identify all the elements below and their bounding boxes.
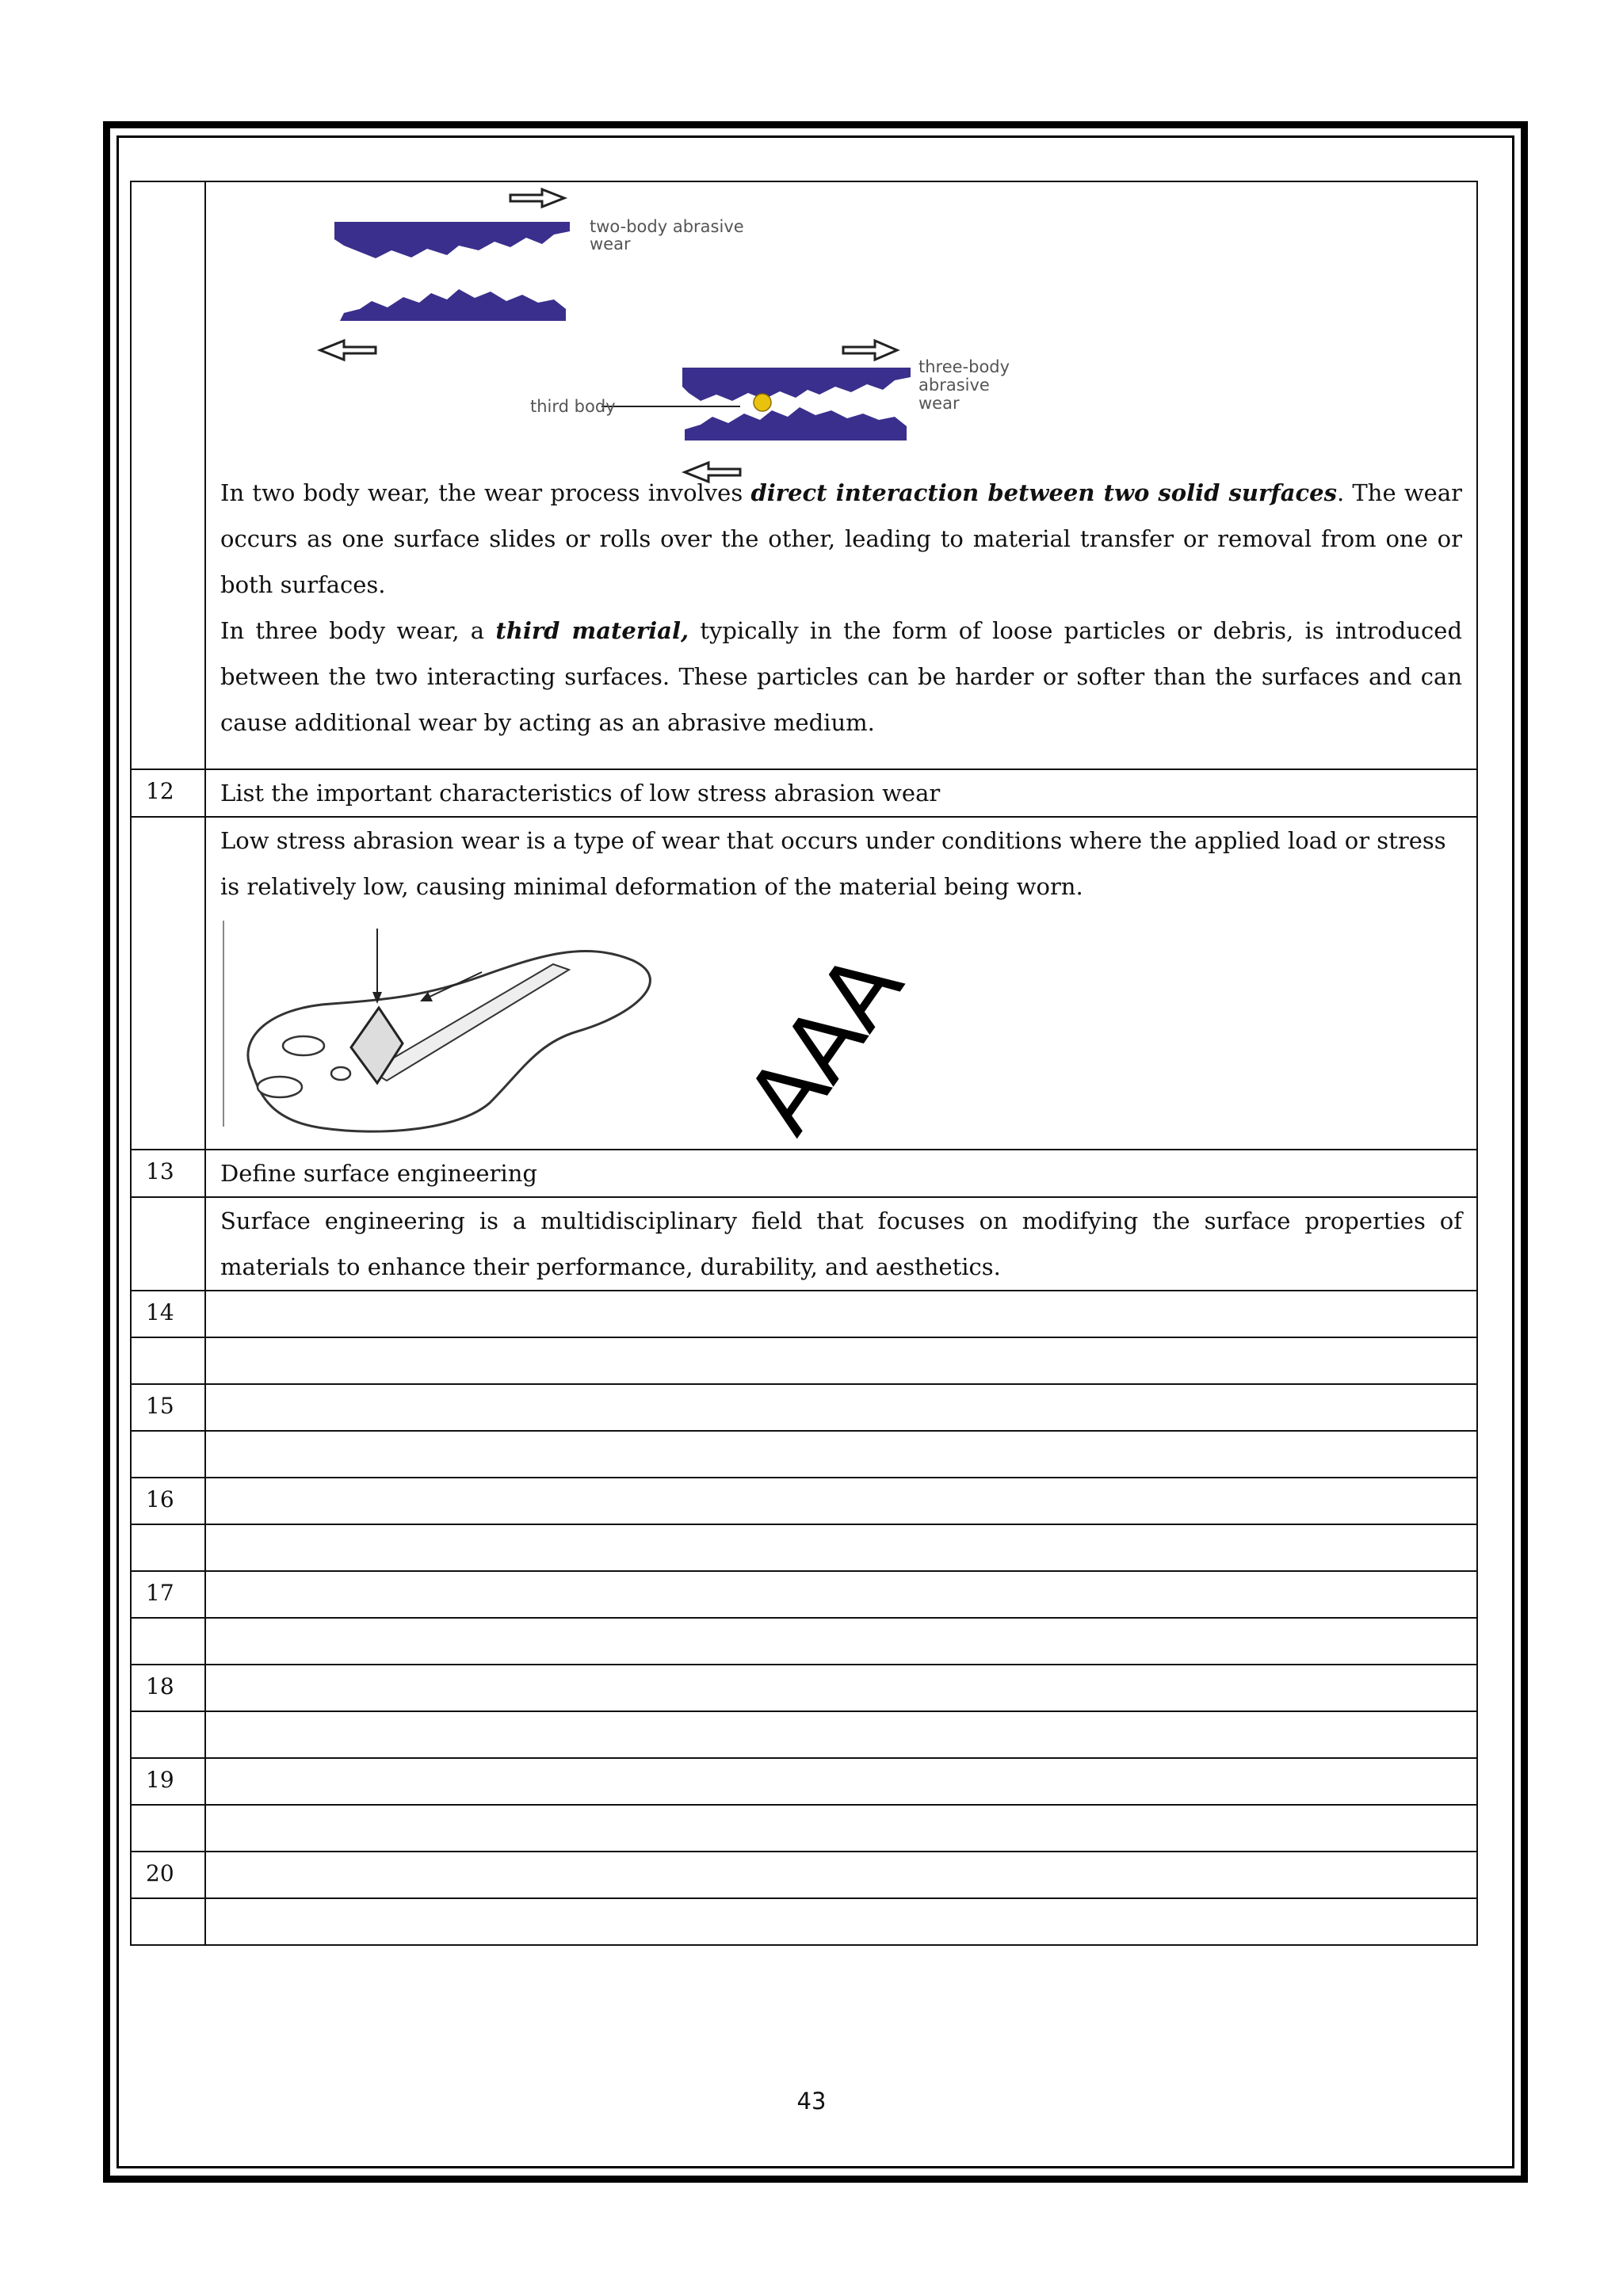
arrow-right-icon bbox=[843, 341, 897, 360]
question-number: 13 bbox=[131, 1150, 205, 1197]
question-number: 19 bbox=[131, 1758, 205, 1805]
table-row bbox=[131, 1852, 1477, 1898]
answer-cell bbox=[205, 181, 1477, 769]
empty-cell bbox=[205, 1478, 1477, 1524]
table-row bbox=[131, 769, 1477, 817]
row-number-cell bbox=[131, 1618, 205, 1665]
question-number: 17 bbox=[131, 1571, 205, 1618]
row-number-cell bbox=[131, 181, 205, 769]
empty-cell bbox=[205, 1384, 1477, 1431]
two-body-label-line1: two-body abrasive bbox=[590, 217, 744, 236]
question-number: 20 bbox=[131, 1852, 205, 1898]
empty-cell bbox=[205, 1618, 1477, 1665]
page-number: 43 bbox=[796, 2088, 827, 2115]
table-row bbox=[131, 1150, 1477, 1197]
watermark: AAA bbox=[725, 936, 922, 1153]
row-number-cell bbox=[131, 1805, 205, 1852]
table-row bbox=[131, 1478, 1477, 1524]
empty-cell bbox=[205, 1431, 1477, 1478]
question-number: 15 bbox=[131, 1384, 205, 1431]
row-number-cell bbox=[131, 1337, 205, 1384]
table-row bbox=[131, 1337, 1477, 1384]
row-number-cell bbox=[131, 1431, 205, 1478]
table-row bbox=[131, 1197, 1477, 1291]
arrow-right-icon bbox=[510, 189, 564, 207]
table-row bbox=[131, 1665, 1477, 1711]
three-body-label-line3: wear bbox=[918, 394, 960, 413]
empty-cell bbox=[205, 1665, 1477, 1711]
empty-cell bbox=[205, 1571, 1477, 1618]
table-row bbox=[131, 1711, 1477, 1758]
question-number: 14 bbox=[131, 1291, 205, 1337]
row-number-cell bbox=[131, 1197, 205, 1291]
row-number-cell bbox=[131, 1524, 205, 1571]
row-number-cell bbox=[131, 1898, 205, 1945]
empty-cell bbox=[205, 1805, 1477, 1852]
table-row bbox=[131, 1618, 1477, 1665]
table-row bbox=[131, 1758, 1477, 1805]
question-12-text: List the important characteristics of low stress abrasion wear bbox=[205, 769, 1477, 817]
empty-cell bbox=[205, 1337, 1477, 1384]
answer-13-cell bbox=[205, 1197, 1477, 1291]
empty-cell bbox=[205, 1758, 1477, 1805]
low-stress-abrasion-illustration bbox=[220, 913, 680, 1142]
table-row bbox=[131, 1524, 1477, 1571]
answer-13-text: Surface engineering is a multidisciplinary field that focuses on modifying the surface properties of materials to enhance their performance, durability, and aesthetics. bbox=[220, 1207, 1462, 1280]
table-row bbox=[131, 1805, 1477, 1852]
table-row bbox=[131, 1291, 1477, 1337]
empty-cell bbox=[205, 1711, 1477, 1758]
question-number: 16 bbox=[131, 1478, 205, 1524]
answer-11-paragraph-2: In three body wear, a third material, typically in the form of loose particles or debris, is introduced between the two interacting surfaces. These particles can be harder or softer than the surfaces and can cause additional wear by acting as an abrasive medium. bbox=[220, 617, 1463, 736]
empty-cell bbox=[205, 1291, 1477, 1337]
third-body-label: third body bbox=[530, 397, 616, 416]
question-13-text: Define surface engineering bbox=[205, 1150, 1477, 1197]
two-three-body-wear-diagram bbox=[217, 182, 1010, 487]
two-body-label-line2: wear bbox=[590, 235, 631, 254]
three-body-label-line2: abrasive bbox=[918, 376, 990, 395]
table-row bbox=[131, 1898, 1477, 1945]
question-number: 12 bbox=[131, 769, 205, 817]
table-row bbox=[131, 1431, 1477, 1478]
empty-cell bbox=[205, 1898, 1477, 1945]
table-row bbox=[131, 181, 1477, 769]
answer-12-text: Low stress abrasion wear is a type of wear that occurs under conditions where the applied load or stress is relatively low, causing minimal deformation of the material being worn. bbox=[220, 827, 1446, 900]
arrow-left-icon bbox=[320, 341, 376, 360]
empty-cell bbox=[205, 1852, 1477, 1898]
answer-11-paragraph-1: In two body wear, the wear process involves direct interaction between two solid surfaces. The wear occurs as one surface slides or rolls over the other, leading to material transfer or removal from one or both surfaces. bbox=[220, 479, 1462, 598]
table-row bbox=[131, 1571, 1477, 1618]
three-body-label-line1: three-body bbox=[918, 357, 1010, 376]
table-row bbox=[131, 1384, 1477, 1431]
empty-cell bbox=[205, 1524, 1477, 1571]
row-number-cell bbox=[131, 817, 205, 1150]
third-body-particle bbox=[754, 394, 771, 411]
row-number-cell bbox=[131, 1711, 205, 1758]
question-number: 18 bbox=[131, 1665, 205, 1711]
